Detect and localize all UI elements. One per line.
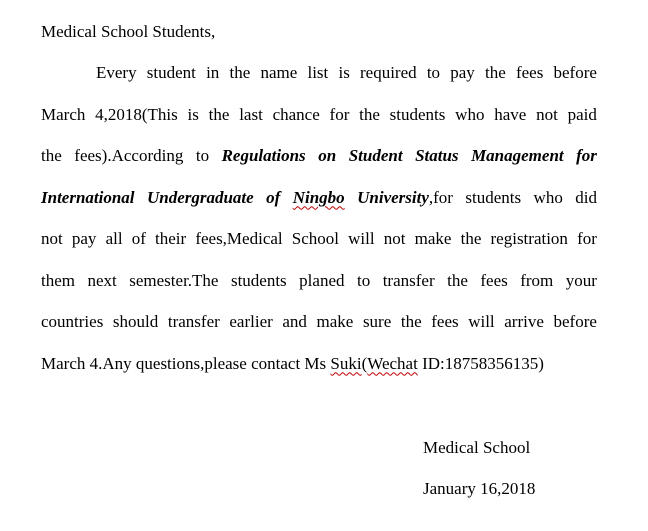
paragraph-line [41, 144, 597, 186]
word: student [146, 63, 196, 82]
word: should [112, 312, 159, 331]
regulation-title-word: International [41, 187, 135, 207]
word: list [307, 63, 329, 82]
regulation-title-word-spellcheck: Ningbo [292, 187, 345, 207]
word: next [87, 270, 117, 290]
word: did [575, 187, 597, 207]
word: their [155, 229, 187, 248]
word: earlier [229, 312, 273, 331]
word: fees).According [74, 146, 184, 165]
regulation-title-word: Regulations [221, 146, 306, 165]
word: planed [299, 270, 345, 290]
contact-paren: ( [361, 353, 368, 373]
regulation-title-word: of [266, 187, 281, 207]
word: pay [450, 63, 475, 82]
word: the [229, 63, 251, 82]
word: required [360, 63, 417, 82]
word: the [447, 270, 468, 290]
word: semester.The [129, 270, 219, 290]
word: and [282, 312, 307, 331]
word: in [206, 63, 220, 82]
word: before [553, 63, 597, 82]
contact-text: March 4.Any questions,please contact Ms [41, 353, 331, 373]
word: fees,Medical [195, 229, 283, 248]
word: make [316, 312, 354, 331]
word: School [291, 229, 340, 248]
word: them [41, 270, 75, 290]
word: your [565, 270, 597, 290]
word: chance [272, 104, 320, 124]
paragraph-line [41, 310, 597, 352]
paragraph-line [41, 186, 597, 228]
regulation-title-word: Status [415, 146, 459, 165]
word: arrive [504, 312, 544, 331]
word: transfer [382, 270, 435, 290]
regulation-title-word: Student [348, 146, 403, 165]
word: students [230, 270, 287, 290]
word: countries [41, 312, 104, 331]
word: before [553, 312, 597, 331]
word: registration [490, 229, 568, 248]
word: fees [515, 63, 544, 82]
wechat-label: Wechat [367, 353, 418, 373]
word: 4,2018(This [95, 104, 178, 124]
regulation-title-word: Undergraduate [146, 187, 254, 207]
word: who [455, 104, 485, 124]
word: students [389, 104, 446, 124]
word: the [359, 104, 380, 124]
word: March [41, 104, 86, 124]
word: transfer [167, 312, 220, 331]
word: have [494, 104, 527, 124]
word: make [414, 229, 452, 248]
word: is [338, 63, 350, 82]
word: not [41, 229, 63, 248]
paragraph-line [41, 227, 597, 269]
word: who [533, 187, 563, 207]
word: ,for [428, 187, 453, 207]
word: not [383, 229, 406, 248]
word: the [460, 229, 482, 248]
signature-org: Medical School [423, 438, 531, 457]
paragraph-last-line [41, 352, 597, 394]
regulation-title-word: University [357, 187, 429, 207]
word: to [195, 146, 210, 165]
paragraph-line [41, 103, 597, 145]
regulation-title-word: on [318, 146, 337, 165]
signature-block [423, 436, 535, 518]
word: fees [431, 312, 459, 331]
signature-date: January 16,2018 [423, 479, 536, 498]
word: to [426, 63, 441, 82]
word: fees [480, 270, 508, 290]
word: students [465, 187, 522, 207]
word: last [239, 104, 263, 124]
word: not [536, 104, 558, 124]
word: of [131, 229, 146, 248]
word: the [484, 63, 506, 82]
word: for [329, 104, 350, 124]
wechat-id: ID:18758356135) [417, 353, 544, 373]
word: from [520, 270, 554, 290]
word: will [468, 312, 495, 331]
body-paragraph [41, 61, 597, 393]
word: to [356, 270, 371, 290]
word: all [105, 229, 123, 248]
word: paid [567, 104, 597, 124]
word-group [357, 186, 453, 228]
word: will [348, 229, 375, 248]
salutation: Medical School Students, [41, 22, 216, 41]
paragraph-line [41, 61, 597, 103]
word: for [577, 229, 597, 248]
word: name [260, 63, 298, 82]
word: the [208, 104, 230, 124]
word: pay [71, 229, 97, 248]
contact-name: Suki [330, 353, 362, 373]
regulation-title-word: Management [471, 146, 564, 165]
paragraph-line [41, 269, 597, 311]
word: Every [96, 63, 137, 82]
word: sure [362, 312, 392, 331]
regulation-title-word: for [576, 146, 597, 165]
word: is [187, 104, 199, 124]
word: the [41, 146, 62, 165]
word: the [400, 312, 422, 331]
